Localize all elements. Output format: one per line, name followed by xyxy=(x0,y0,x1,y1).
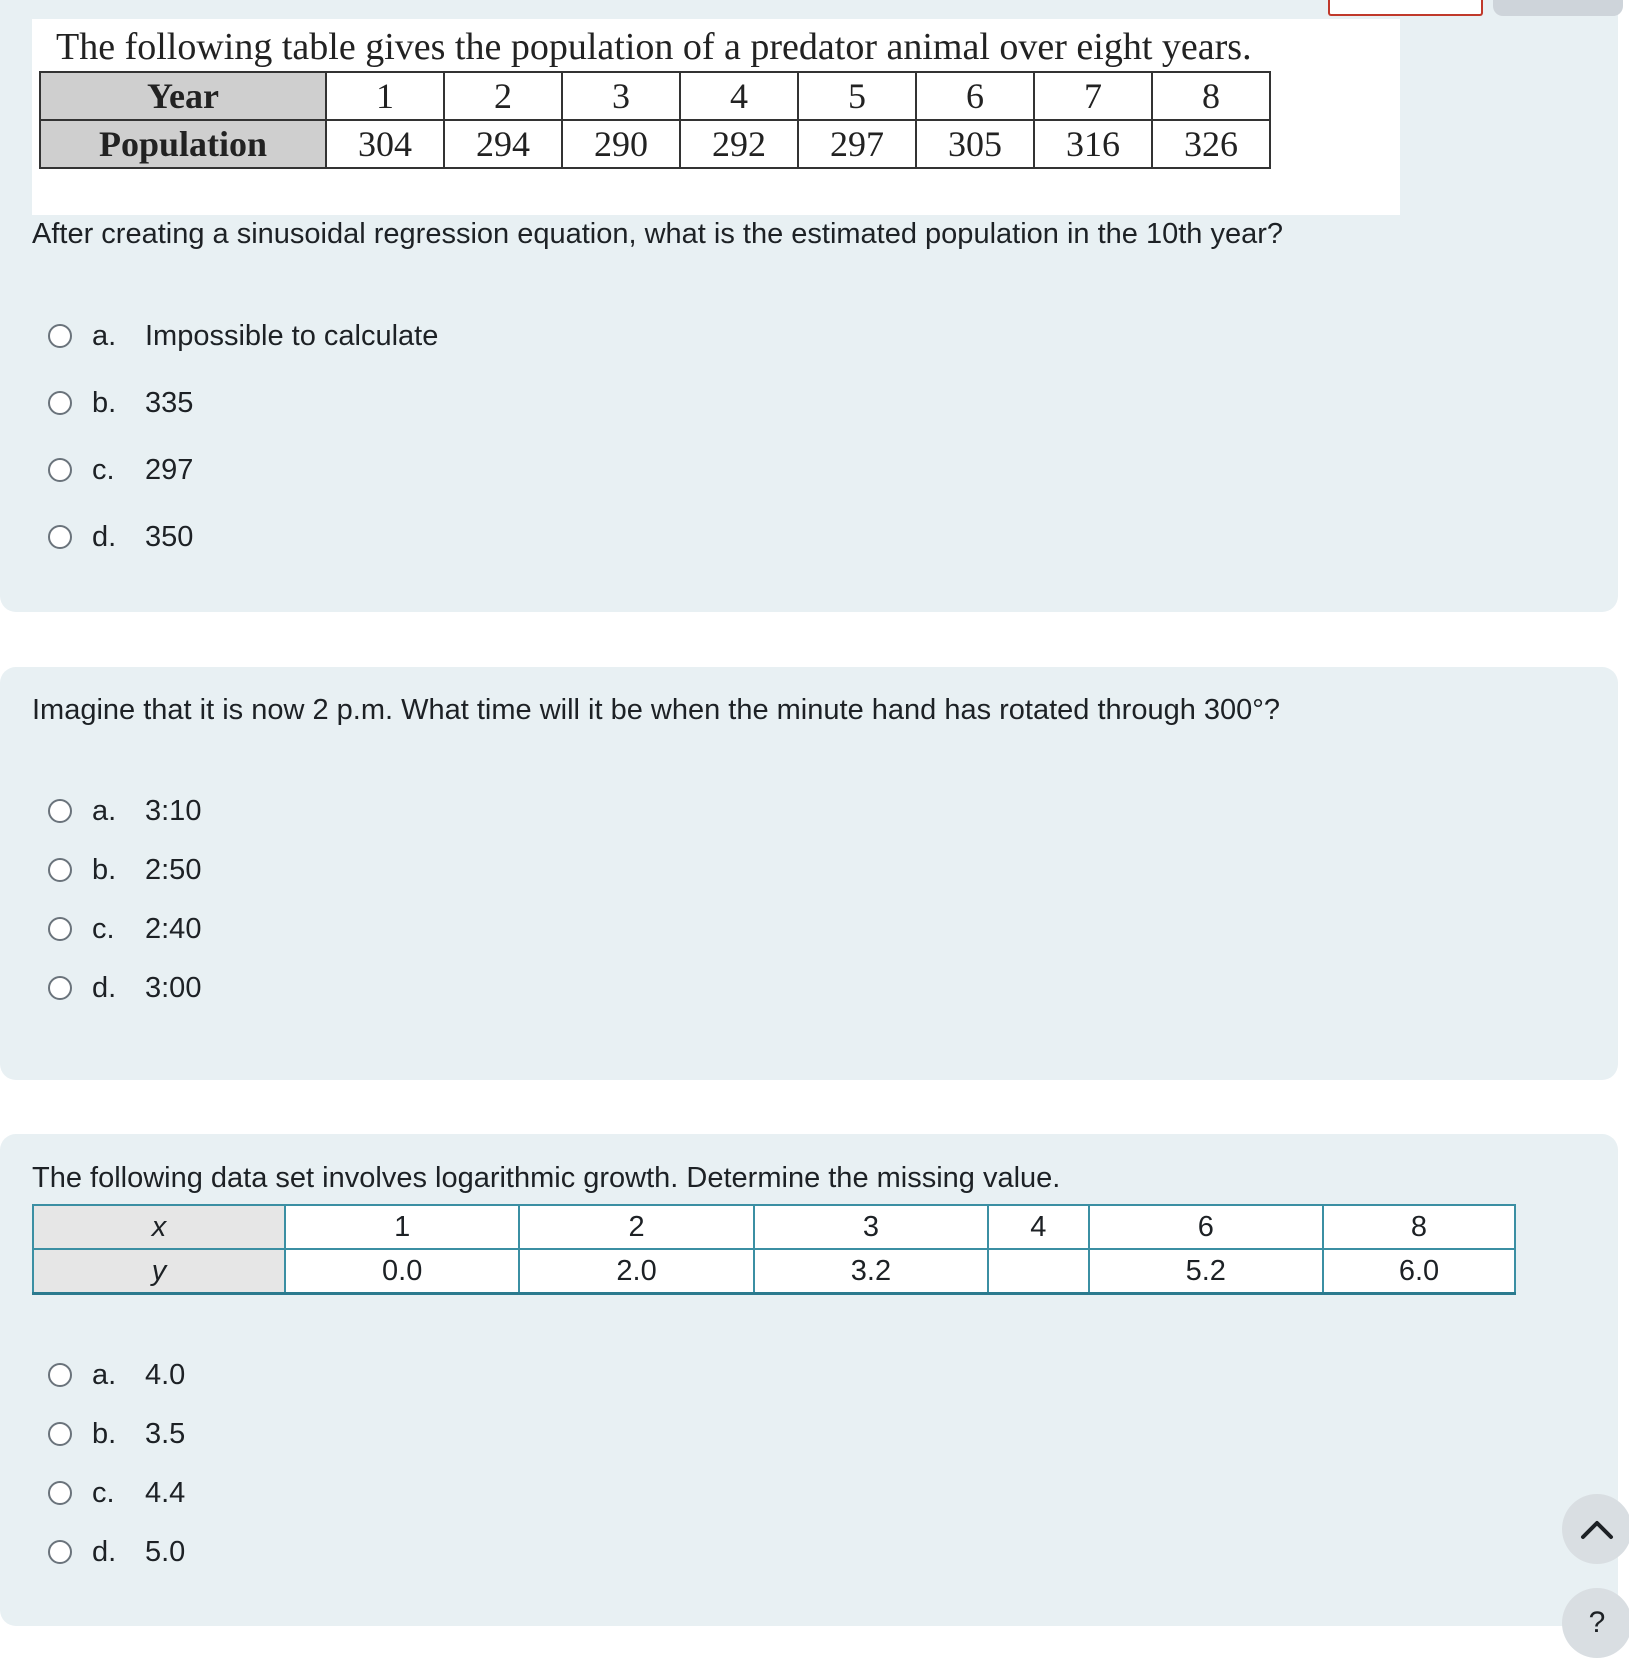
option-letter: b. xyxy=(92,1417,117,1450)
q3-option-d[interactable] xyxy=(48,1534,185,1570)
year-cell: 5 xyxy=(798,72,916,120)
year-cell: 4 xyxy=(680,72,798,120)
table-row-population xyxy=(40,120,1270,168)
y-cell: 0.0 xyxy=(285,1249,519,1294)
option-text: 2:40 xyxy=(145,912,202,945)
population-cell: 292 xyxy=(680,120,798,168)
radio-button[interactable] xyxy=(48,525,72,549)
option-letter: c. xyxy=(92,453,115,486)
option-text: 4.4 xyxy=(145,1476,186,1509)
option-text: 335 xyxy=(145,386,194,419)
year-cell: 2 xyxy=(444,72,562,120)
q1-option-a[interactable] xyxy=(48,318,438,354)
radio-button[interactable] xyxy=(48,1363,72,1387)
radio-button[interactable] xyxy=(48,858,72,882)
y-cell: 2.0 xyxy=(519,1249,753,1294)
year-header: Year xyxy=(40,72,326,120)
q3-option-a[interactable] xyxy=(48,1357,185,1393)
option-text: 2:50 xyxy=(145,853,202,886)
radio-button[interactable] xyxy=(48,1422,72,1446)
population-cell: 304 xyxy=(326,120,444,168)
population-cell: 316 xyxy=(1034,120,1152,168)
year-cell: 1 xyxy=(326,72,444,120)
x-cell: 4 xyxy=(988,1205,1088,1249)
option-letter: a. xyxy=(92,319,117,352)
radio-button[interactable] xyxy=(48,917,72,941)
option-text: 297 xyxy=(145,453,194,486)
year-cell: 7 xyxy=(1034,72,1152,120)
q3-option-c[interactable] xyxy=(48,1475,185,1511)
option-letter: a. xyxy=(92,1358,117,1391)
option-letter: a. xyxy=(92,794,117,827)
y-cell: 5.2 xyxy=(1089,1249,1323,1294)
q2-option-b[interactable] xyxy=(48,852,201,888)
radio-button[interactable] xyxy=(48,458,72,482)
option-letter: d. xyxy=(92,1535,117,1568)
y-header: y xyxy=(33,1249,285,1294)
log-data-table xyxy=(32,1204,1516,1295)
x-cell: 8 xyxy=(1323,1205,1515,1249)
q1-option-c[interactable] xyxy=(48,452,193,488)
population-header: Population xyxy=(40,120,326,168)
x-cell: 3 xyxy=(754,1205,988,1249)
radio-button[interactable] xyxy=(48,976,72,1000)
question-text-1: After creating a sinusoidal regression equation, what is the estimated population in the 10th year? xyxy=(32,218,1283,250)
population-table-image xyxy=(32,19,1400,215)
option-letter: d. xyxy=(92,971,117,1004)
option-text: 5.0 xyxy=(145,1535,186,1568)
option-text: 3.5 xyxy=(145,1417,186,1450)
population-cell: 294 xyxy=(444,120,562,168)
y-cell: 6.0 xyxy=(1323,1249,1515,1294)
option-text: Impossible to calculate xyxy=(145,319,439,352)
chevron-up-icon xyxy=(1580,1518,1614,1540)
option-text: 3:10 xyxy=(145,794,202,827)
x-cell: 2 xyxy=(519,1205,753,1249)
x-header: x xyxy=(33,1205,285,1249)
option-text: 4.0 xyxy=(145,1358,186,1391)
option-text: 3:00 xyxy=(145,971,202,1004)
radio-button[interactable] xyxy=(48,799,72,823)
help-button[interactable]: ? xyxy=(1562,1588,1629,1658)
q2-option-c[interactable] xyxy=(48,911,201,947)
x-cell: 1 xyxy=(285,1205,519,1249)
population-cell: 305 xyxy=(916,120,1034,168)
q2-option-a[interactable] xyxy=(48,793,201,829)
year-cell: 8 xyxy=(1152,72,1270,120)
scroll-to-top-button[interactable] xyxy=(1562,1494,1629,1564)
table-row-x xyxy=(33,1205,1515,1249)
question-text-2: Imagine that it is now 2 p.m. What time will it be when the minute hand has rotated through 300°? xyxy=(32,694,1281,726)
table-caption: The following table gives the population of a predator animal over eight years. xyxy=(56,26,1252,68)
y-cell: 3.2 xyxy=(754,1249,988,1294)
population-cell: 290 xyxy=(562,120,680,168)
question-card-2 xyxy=(0,667,1618,1080)
option-letter: c. xyxy=(92,1476,115,1509)
option-text: 350 xyxy=(145,520,194,553)
option-letter: b. xyxy=(92,386,117,419)
question-text-3: The following data set involves logarithmic growth. Determine the missing value. xyxy=(32,1162,1061,1194)
year-cell: 3 xyxy=(562,72,680,120)
radio-button[interactable] xyxy=(48,1540,72,1564)
year-cell: 6 xyxy=(916,72,1034,120)
q2-option-d[interactable] xyxy=(48,970,201,1006)
question-card-1 xyxy=(0,0,1618,612)
table-row-year xyxy=(40,72,1270,120)
radio-button[interactable] xyxy=(48,1481,72,1505)
radio-button[interactable] xyxy=(48,391,72,415)
population-cell: 297 xyxy=(798,120,916,168)
population-cell: 326 xyxy=(1152,120,1270,168)
top-outline-button[interactable] xyxy=(1328,0,1483,16)
q1-option-b[interactable] xyxy=(48,385,193,421)
q3-option-b[interactable] xyxy=(48,1416,185,1452)
radio-button[interactable] xyxy=(48,324,72,348)
y-cell-missing xyxy=(988,1249,1088,1294)
q1-option-d[interactable] xyxy=(48,519,193,555)
table-row-y xyxy=(33,1249,1515,1294)
option-letter: c. xyxy=(92,912,115,945)
option-letter: b. xyxy=(92,853,117,886)
population-table xyxy=(39,71,1271,169)
option-letter: d. xyxy=(92,520,117,553)
x-cell: 6 xyxy=(1089,1205,1323,1249)
top-grey-button[interactable] xyxy=(1493,0,1623,16)
